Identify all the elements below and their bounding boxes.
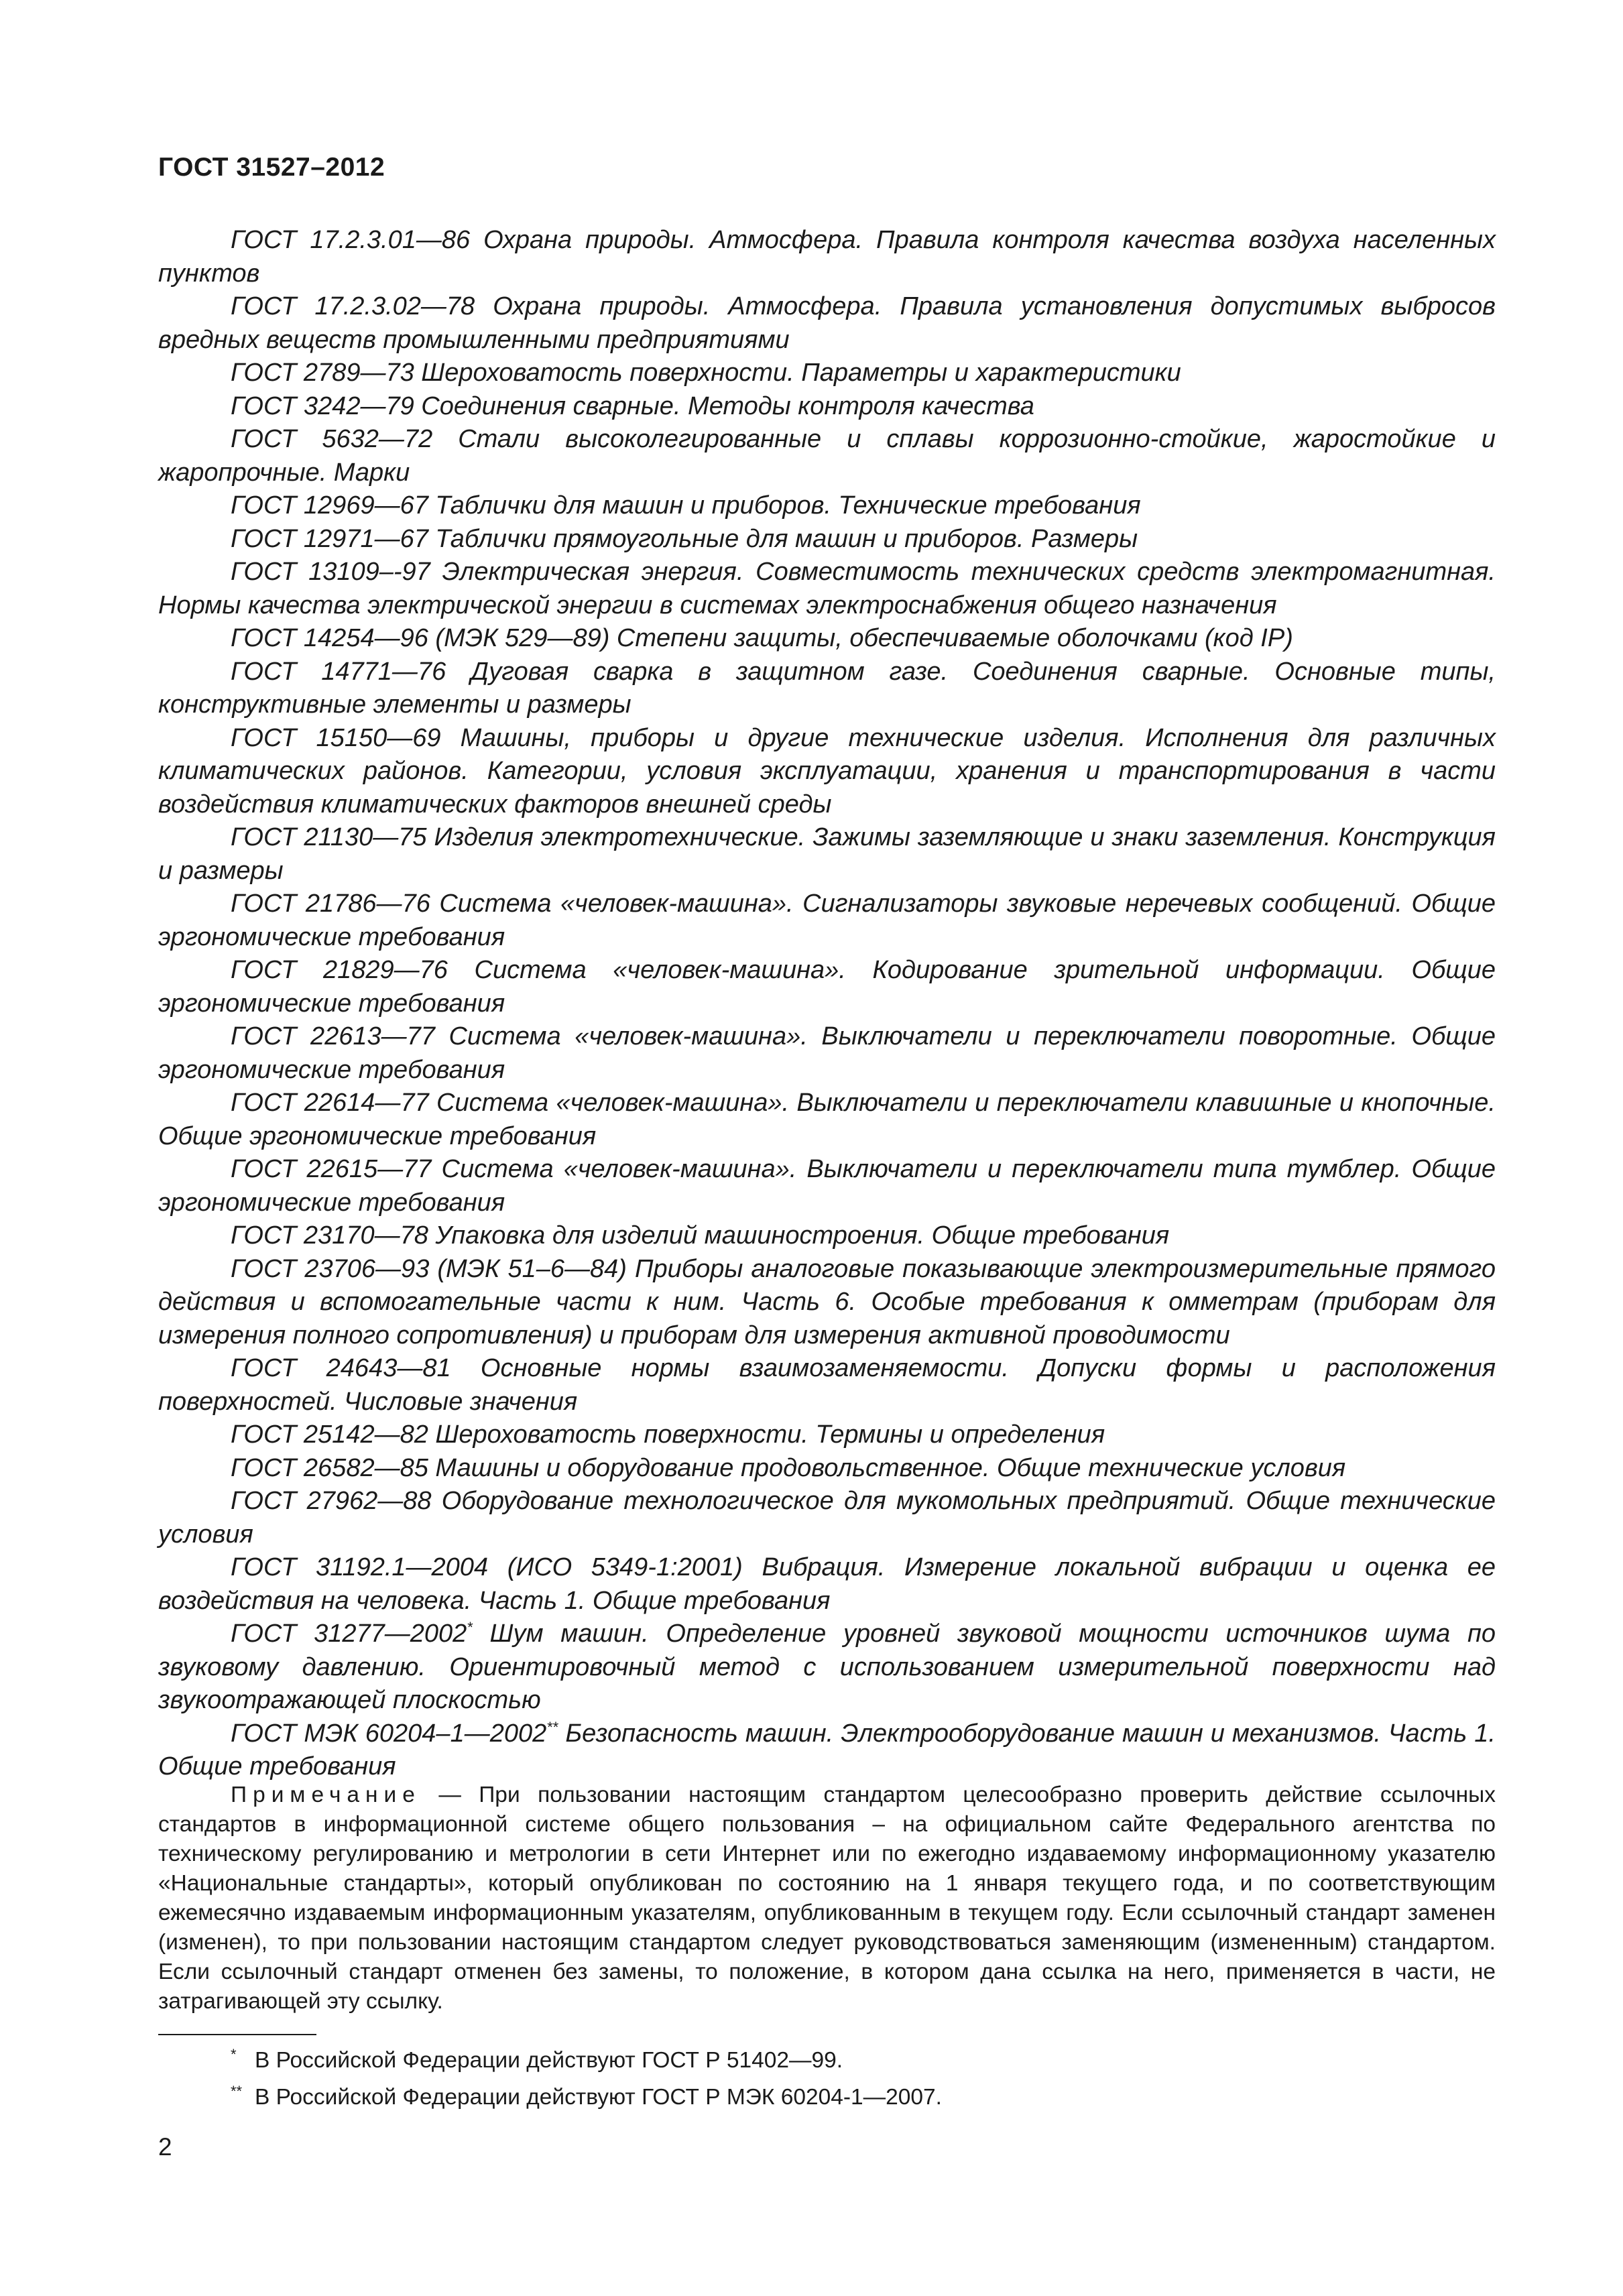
reference-title: Шум машин. Определение уровней звуковой мощности источников шума по звуковому давлению. Ориентировочный метод с использованием измерительной поверхности над звукоотражающей плоскостью bbox=[158, 1620, 1496, 1714]
document-header: ГОСТ 31527–2012 bbox=[158, 153, 385, 182]
reference-title: Безопасность машин. Электрооборудование машин и механизмов. Часть 1. Общие требования bbox=[158, 1719, 1496, 1780]
note-label: Примечание bbox=[231, 1783, 421, 1807]
note-text: — При пользовании настоящим стандартом целесообразно проверить действие ссылочных стандартов в информационной системе общего пользования – на официальном сайте Федерального агентства по техническому регулированию и метрологии в сети Интернет или по ежегодно издаваемому информационному указателю «Национальные стандарты», который опубликован по состоянию на 1 января текущего года, и по соответствующим ежемесячно издаваемым информационным указателям, опубликованным в текущем году. Если ссылочный стандарт заменен (изменен), то при пользовании настоящим стандартом следует руководствоваться заменяющим (измененным) стандартом. Если ссылочный стандарт отменен без замены, то положение, в котором дана ссылка на него, применяется в части, не затрагивающей эту ссылку. bbox=[158, 1783, 1496, 2014]
reference-item-footnoted bbox=[158, 1717, 1496, 1784]
reference-item: ГОСТ 21786—76 Система «человек-машина». Сигнализаторы звуковые неречевых сообщений. Общие эргономические требования bbox=[158, 890, 1496, 951]
reference-item: ГОСТ 24643—81 Основные нормы взаимозаменяемости. Допуски формы и расположения поверхностей. Числовые значения bbox=[158, 1354, 1496, 1416]
reference-item: ГОСТ 22614—77 Система «человек-машина». Выключатели и переключатели клавишные и кнопочные. Общие эргономические требования bbox=[158, 1089, 1496, 1150]
footnote-item bbox=[158, 2039, 1496, 2076]
footnote-text: В Российской Федерации действуют ГОСТ Р МЭК 60204-1—2007. bbox=[255, 2085, 942, 2110]
reference-item: ГОСТ 17.2.3.02—78 Охрана природы. Атмосфера. Правила установления допустимых выбросов вредных веществ промышленными предприятиями bbox=[158, 292, 1496, 354]
note-paragraph bbox=[158, 1780, 1496, 2016]
reference-item: ГОСТ 12971—67 Таблички прямоугольные для машин и приборов. Размеры bbox=[231, 524, 1138, 553]
reference-item: ГОСТ 21829—76 Система «человек-машина». Кодирование зрительной информации. Общие эргономические требования bbox=[158, 956, 1496, 1018]
reference-item: ГОСТ 26582—85 Машины и оборудование продовольственное. Общие технические условия bbox=[231, 1453, 1346, 1482]
footnotes-list bbox=[158, 2039, 1496, 2113]
reference-item: ГОСТ 21130—75 Изделия электротехнические. Зажимы заземляющие и знаки заземления. Конструкция и размеры bbox=[158, 823, 1496, 885]
reference-item: ГОСТ 14771—76 Дуговая сварка в защитном газе. Соединения сварные. Основные типы, конструктивные элементы и размеры bbox=[158, 657, 1496, 719]
reference-item: ГОСТ 3242—79 Соединения сварные. Методы контроля качества bbox=[231, 391, 1034, 420]
reference-item: ГОСТ 13109–-97 Электрическая энергия. Совместимость технических средств электромагнитная. Нормы качества электрической энергии в системах электроснабжения общего назначения bbox=[158, 558, 1496, 619]
footnote-mark: ** bbox=[231, 2083, 243, 2100]
reference-item: ГОСТ 15150—69 Машины, приборы и другие технические изделия. Исполнения для различных климатических районов. Категории, условия эксплуатации, хранения и транспортирования в части воздействия климатических факторов внешней среды bbox=[158, 723, 1496, 819]
reference-item: ГОСТ 22615—77 Система «человек-машина». Выключатели и переключатели типа тумблер. Общие эргономические требования bbox=[158, 1155, 1496, 1217]
normative-references-list bbox=[158, 224, 1496, 1784]
reference-item: ГОСТ 5632—72 Стали высоколегированные и сплавы коррозионно-стойкие, жаростойкие и жаропрочные. Марки bbox=[158, 425, 1496, 487]
reference-item: ГОСТ 27962—88 Оборудование технологическое для мукомольных предприятий. Общие технические условия bbox=[158, 1487, 1496, 1549]
reference-item: ГОСТ 25142—82 Шероховатость поверхности. Термины и определения bbox=[231, 1421, 1105, 1449]
reference-item-footnoted bbox=[158, 1618, 1496, 1717]
page-number: 2 bbox=[158, 2133, 172, 2161]
footnote-ref-mark: * bbox=[467, 1619, 473, 1636]
reference-item: ГОСТ 31192.1—2004 (ИСО 5349-1:2001) Вибрация. Измерение локальной вибрации и оценка ее воздействия на человека. Часть 1. Общие требования bbox=[158, 1553, 1496, 1615]
footnote-ref-mark: ** bbox=[546, 1718, 558, 1736]
footnote-separator bbox=[158, 2034, 316, 2035]
reference-item: ГОСТ 22613—77 Система «человек-машина». Выключатели и переключатели поворотные. Общие эргономические требования bbox=[158, 1022, 1496, 1084]
reference-item: ГОСТ 2789—73 Шероховатость поверхности. Параметры и характеристики bbox=[231, 359, 1181, 387]
footnote-mark: * bbox=[231, 2046, 237, 2063]
footnote-text: В Российской Федерации действуют ГОСТ Р 51402—99. bbox=[255, 2048, 843, 2073]
reference-item: ГОСТ 23706—93 (МЭК 51–6—84) Приборы аналоговые показывающие электроизмерительные прямого действия и вспомогательные части к ним. Часть 6. Особые требования к омметрам (приборам для измерения полного сопротивления) и приборам для измерения активной проводимости bbox=[158, 1254, 1496, 1349]
reference-code: ГОСТ МЭК 60204–1—2002 bbox=[231, 1719, 547, 1748]
reference-item: ГОСТ 23170—78 Упаковка для изделий машиностроения. Общие требования bbox=[231, 1221, 1170, 1250]
reference-item: ГОСТ 12969—67 Таблички для машин и приборов. Технические требования bbox=[231, 491, 1141, 520]
footnote-item bbox=[158, 2076, 1496, 2113]
reference-item: ГОСТ 14254—96 (МЭК 529—89) Степени защиты, обеспечиваемые оболочками (код IP) bbox=[231, 624, 1293, 652]
reference-code: ГОСТ 31277—2002 bbox=[231, 1620, 467, 1648]
reference-item: ГОСТ 17.2.3.01—86 Охрана природы. Атмосфера. Правила контроля качества воздуха населенных пунктов bbox=[158, 226, 1496, 288]
